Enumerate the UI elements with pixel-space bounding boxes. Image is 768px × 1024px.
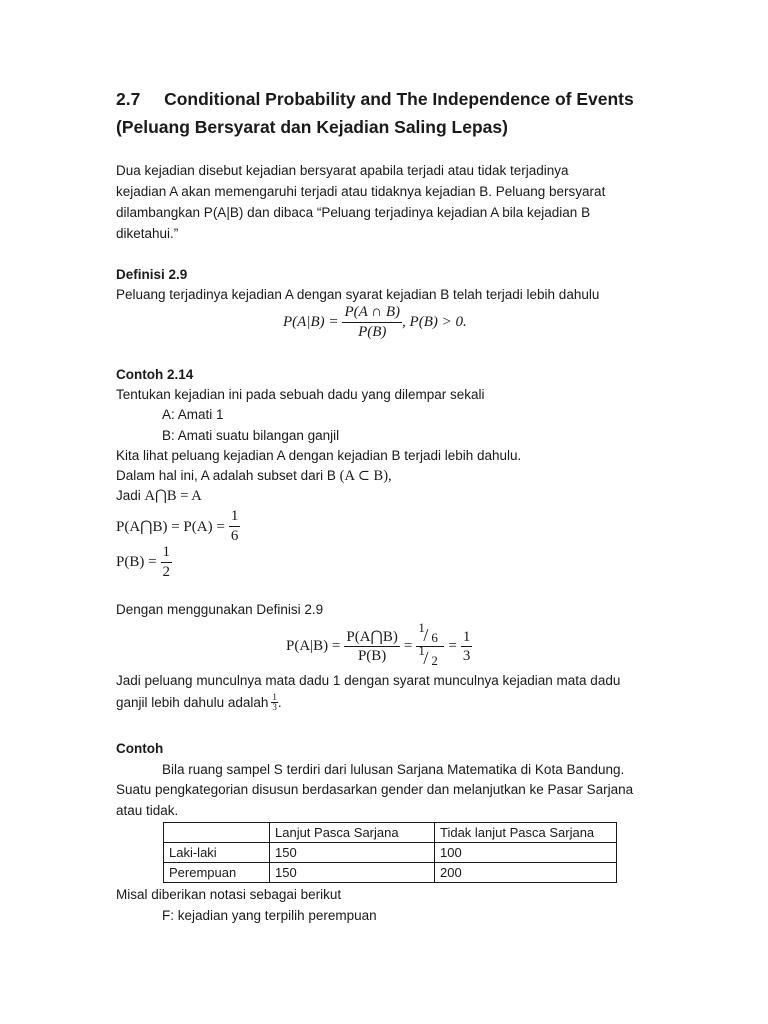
intro-line: diketahui.”: [116, 226, 179, 241]
table-cell: 150: [270, 863, 435, 883]
formula-denominator: P(B): [358, 323, 387, 340]
table-cell: Laki-laki: [164, 843, 270, 863]
table-header-cell: Tidak lanjut Pasca Sarjana: [435, 823, 617, 843]
eq1-numerator: 1: [229, 508, 241, 527]
eq3-compound-fraction: [416, 620, 444, 669]
definition-heading: Definisi 2.9: [116, 267, 188, 282]
intersection-math: A⋂B = A: [144, 488, 202, 504]
equation-conditional: [286, 620, 472, 669]
intersection-text: Jadi: [116, 488, 141, 503]
example-line: Tentukan kejadian ini pada sebuah dadu yang dilempar sekali: [116, 387, 485, 402]
definition-text: Peluang terjadinya kejadian A dengan syarat kejadian B telah terjadi lebih dahulu: [116, 287, 600, 302]
section-title: Conditional Probability and The Independence of Events: [164, 89, 634, 109]
equation-pb: [116, 544, 172, 580]
eq2-denominator: 2: [162, 563, 171, 580]
eq2-fraction: [161, 544, 173, 580]
intro-line: Dua kejadian disebut kejadian bersyarat apabila terjadi atau tidak terjadinya: [116, 163, 569, 178]
eq3-lhs: P(A|B) =: [286, 638, 341, 654]
definition-formula: [283, 304, 467, 340]
table-cell: 150: [270, 843, 435, 863]
section-heading: [116, 89, 634, 110]
event-b: B: Amati suatu bilangan ganjil: [162, 428, 340, 443]
eq3-equals: =: [403, 638, 413, 654]
eq2-numerator: 1: [161, 544, 173, 563]
event-f: F: kejadian yang terpilih perempuan: [162, 908, 377, 923]
eq3-equals-2: =: [448, 638, 457, 654]
table-row: [164, 843, 617, 863]
equation-intersection: [116, 508, 240, 544]
eq1-denominator: 6: [230, 527, 239, 544]
table-header-row: [164, 823, 617, 843]
notation-line: Misal diberikan notasi sebagai berikut: [116, 887, 342, 902]
intro-line: dilambangkan P(A|B) dan dibaca “Peluang terjadinya kejadian A bila kejadian B: [116, 205, 591, 220]
formula-tail: , P(B) > 0.: [402, 313, 467, 330]
graduates-table: [163, 822, 617, 883]
eq2-lhs: P(B) =: [116, 553, 157, 570]
one-sixth: 1 / 6: [418, 620, 438, 645]
intersection-line: [116, 488, 202, 505]
formula-lhs: P(A|B) =: [283, 313, 339, 330]
table-cell: 100: [435, 843, 617, 863]
eq3-fraction: [344, 629, 399, 665]
eq3-result-denominator: 3: [462, 648, 471, 664]
conclusion-line-2: ganjil lebih dahulu adalah $\frac{1}{3}$ .: [116, 692, 282, 712]
table-cell: 200: [435, 863, 617, 883]
section-subtitle: (Peluang Bersyarat dan Kejadian Saling Lepas): [116, 117, 508, 137]
subset-math: (A ⊂ B),: [339, 468, 392, 484]
eq3-result: [461, 629, 473, 665]
example2-para: Suatu pengkategorian disusun berdasarkan gender dan melanjutkan ke Pasar Sarjana: [116, 782, 634, 797]
formula-fraction: [342, 304, 402, 340]
conclusion-text: ganjil lebih dahulu adalah: [116, 695, 269, 710]
example2-para: atau tidak.: [116, 803, 179, 818]
eq3-denominator: P(B): [357, 648, 387, 664]
subset-text: Dalam hal ini, A adalah subset dari B: [116, 468, 336, 483]
using-definition: Dengan menggunakan Definisi 2.9: [116, 602, 324, 617]
formula-numerator: P(A ∩ B): [342, 304, 402, 323]
eq1-fraction: [229, 508, 241, 544]
section-number: 2.7: [116, 89, 141, 109]
table-cell: Perempuan: [164, 863, 270, 883]
example-line: Kita lihat peluang kejadian A dengan kejadian B terjadi lebih dahulu.: [116, 448, 522, 463]
table-row: [164, 863, 617, 883]
example-heading: Contoh 2.14: [116, 367, 194, 382]
example2-para: Bila ruang sampel S terdiri dari lulusan Sarjana Matematika di Kota Bandung.: [162, 762, 625, 777]
conclusion-line: Jadi peluang munculnya mata dadu 1 dengan syarat munculnya kejadian mata dadu: [116, 673, 621, 688]
subset-line: [116, 468, 392, 485]
table-header-cell: [164, 823, 270, 843]
eq3-result-numerator: 1: [461, 629, 473, 648]
intro-line: kejadian A akan memengaruhi terjadi atau tidaknya kejadian B. Peluang bersyarat: [116, 184, 606, 199]
eq1-lhs: P(A⋂B) = P(A) =: [116, 518, 225, 535]
eq3-numerator: P(A⋂B): [344, 629, 399, 648]
example2-heading: Contoh: [116, 741, 164, 756]
one-half: 1 / 2: [418, 643, 438, 668]
table-header-cell: Lanjut Pasca Sarjana: [270, 823, 435, 843]
event-a: A: Amati 1: [162, 407, 224, 422]
conclusion-fraction: $\frac{1}{3}$: [272, 692, 277, 712]
